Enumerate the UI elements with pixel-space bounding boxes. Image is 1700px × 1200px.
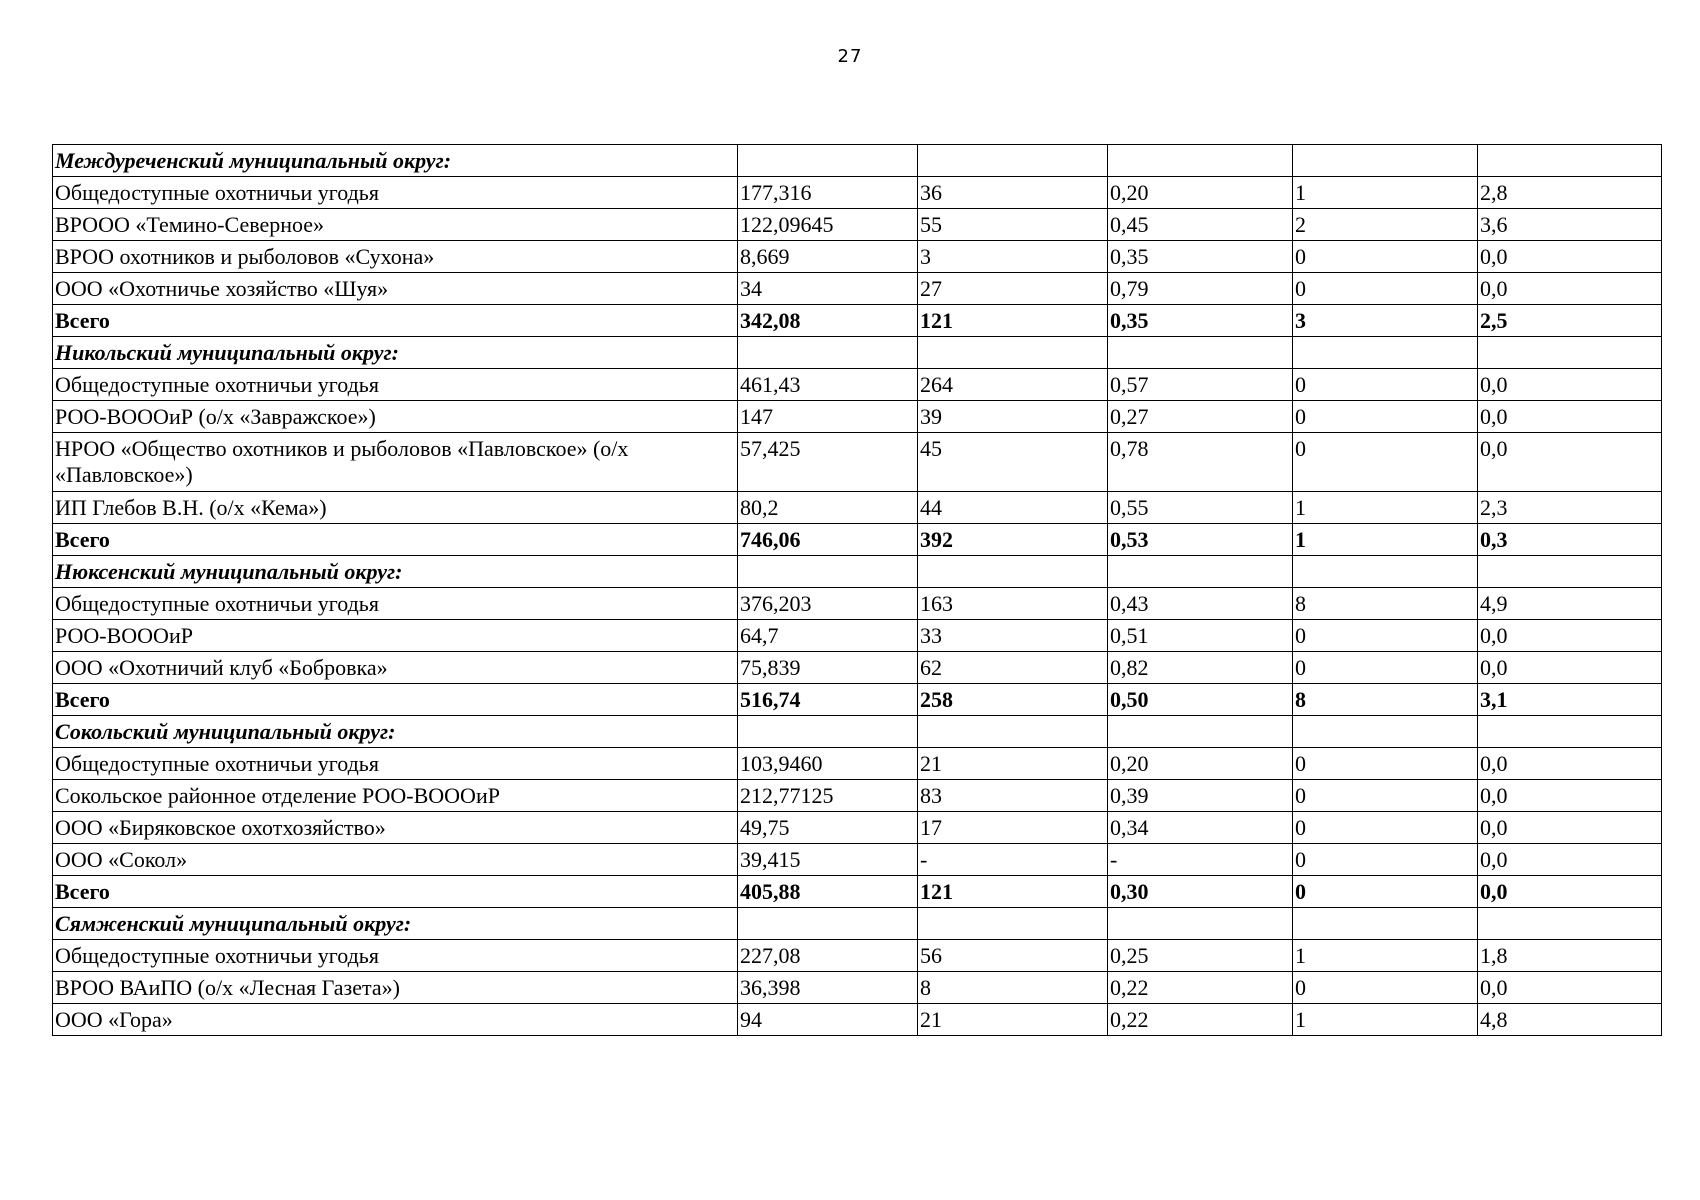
total-label: Всего (53, 684, 738, 716)
cell-percent: 0,0 (1478, 273, 1662, 305)
cell-density: 0,30 (1108, 876, 1293, 908)
cell-density: 0,78 (1108, 433, 1293, 492)
cell-density: 0,55 (1108, 492, 1293, 524)
cell-quantity: 1 (1293, 940, 1478, 972)
table-row (53, 273, 1662, 305)
table-row (53, 1004, 1662, 1036)
cell-quantity: 1 (1293, 1004, 1478, 1036)
cell-count: - (918, 844, 1108, 876)
cell-percent: 0,0 (1478, 620, 1662, 652)
cell-count: 392 (918, 524, 1108, 556)
total-row (53, 305, 1662, 337)
table-row (53, 241, 1662, 273)
district-heading: Сямженский муниципальный округ: (53, 908, 738, 940)
organization-name: Общедоступные охотничьи угодья (53, 177, 738, 209)
cell-density: 0,25 (1108, 940, 1293, 972)
cell-density: 0,22 (1108, 972, 1293, 1004)
cell-quantity: 8 (1293, 684, 1478, 716)
cell-quantity: 0 (1293, 780, 1478, 812)
cell-quantity: 0 (1293, 812, 1478, 844)
cell-count: 27 (918, 273, 1108, 305)
district-heading-row (53, 145, 1662, 177)
table-row (53, 401, 1662, 433)
cell-density: 0,34 (1108, 812, 1293, 844)
table-row (53, 492, 1662, 524)
cell-area: 94 (738, 1004, 918, 1036)
cell-quantity: 2 (1293, 209, 1478, 241)
district-heading: Никольский муниципальный округ: (53, 337, 738, 369)
total-row (53, 684, 1662, 716)
cell-count: 121 (918, 305, 1108, 337)
cell-count: 3 (918, 241, 1108, 273)
hunting-grounds-table (52, 144, 1662, 1036)
table-row (53, 177, 1662, 209)
cell-quantity: 0 (1293, 273, 1478, 305)
table-row (53, 209, 1662, 241)
total-label: Всего (53, 524, 738, 556)
cell-quantity: 0 (1293, 876, 1478, 908)
cell-density: 0,35 (1108, 305, 1293, 337)
cell-count: 258 (918, 684, 1108, 716)
district-heading-row (53, 556, 1662, 588)
district-heading: Нюксенский муниципальный округ: (53, 556, 738, 588)
cell-area: 122,09645 (738, 209, 918, 241)
district-heading-row (53, 908, 1662, 940)
cell-density: - (1108, 844, 1293, 876)
cell-area: 57,425 (738, 433, 918, 492)
table-row (53, 433, 1662, 492)
district-heading: Междуреченский муниципальный округ: (53, 145, 738, 177)
cell-density: 0,53 (1108, 524, 1293, 556)
total-label: Всего (53, 876, 738, 908)
cell-area: 147 (738, 401, 918, 433)
table-row (53, 940, 1662, 972)
cell-count: 45 (918, 433, 1108, 492)
cell-quantity: 0 (1293, 401, 1478, 433)
cell-count: 44 (918, 492, 1108, 524)
cell-quantity: 0 (1293, 241, 1478, 273)
cell-density: 0,39 (1108, 780, 1293, 812)
cell-quantity: 8 (1293, 588, 1478, 620)
cell-percent: 0,0 (1478, 433, 1662, 492)
cell-area: 39,415 (738, 844, 918, 876)
cell-quantity: 0 (1293, 433, 1478, 492)
cell-area: 49,75 (738, 812, 918, 844)
cell-quantity: 0 (1293, 369, 1478, 401)
organization-name: НРОО «Общество охотников и рыболовов «Павловское» (о/х «Павловское») (53, 433, 738, 492)
cell-area: 103,9460 (738, 748, 918, 780)
organization-name: Общедоступные охотничьи угодья (53, 748, 738, 780)
table-row (53, 652, 1662, 684)
cell-quantity: 1 (1293, 177, 1478, 209)
organization-name: ООО «Сокол» (53, 844, 738, 876)
cell-area: 227,08 (738, 940, 918, 972)
cell-percent: 1,8 (1478, 940, 1662, 972)
table-row (53, 588, 1662, 620)
organization-name: ВРОО ВАиПО (о/х «Лесная Газета») (53, 972, 738, 1004)
cell-density: 0,51 (1108, 620, 1293, 652)
table-row (53, 748, 1662, 780)
cell-density: 0,45 (1108, 209, 1293, 241)
total-label: Всего (53, 305, 738, 337)
cell-percent: 3,1 (1478, 684, 1662, 716)
cell-count: 55 (918, 209, 1108, 241)
cell-percent: 0,0 (1478, 652, 1662, 684)
cell-count: 8 (918, 972, 1108, 1004)
cell-area: 405,88 (738, 876, 918, 908)
cell-density: 0,35 (1108, 241, 1293, 273)
cell-area: 75,839 (738, 652, 918, 684)
table-row (53, 369, 1662, 401)
cell-count: 33 (918, 620, 1108, 652)
table-row (53, 812, 1662, 844)
organization-name: ИП Глебов В.Н. (о/х «Кема») (53, 492, 738, 524)
organization-name: Общедоступные охотничьи угодья (53, 940, 738, 972)
cell-quantity: 0 (1293, 748, 1478, 780)
cell-area: 34 (738, 273, 918, 305)
cell-percent: 0,0 (1478, 844, 1662, 876)
cell-density: 0,50 (1108, 684, 1293, 716)
cell-area: 36,398 (738, 972, 918, 1004)
cell-density: 0,27 (1108, 401, 1293, 433)
cell-area: 64,7 (738, 620, 918, 652)
cell-area: 376,203 (738, 588, 918, 620)
cell-density: 0,22 (1108, 1004, 1293, 1036)
cell-percent: 4,9 (1478, 588, 1662, 620)
organization-name: Общедоступные охотничьи угодья (53, 369, 738, 401)
table-row (53, 620, 1662, 652)
cell-count: 21 (918, 748, 1108, 780)
cell-count: 17 (918, 812, 1108, 844)
cell-count: 264 (918, 369, 1108, 401)
cell-quantity: 0 (1293, 620, 1478, 652)
cell-count: 21 (918, 1004, 1108, 1036)
cell-density: 0,57 (1108, 369, 1293, 401)
cell-quantity: 0 (1293, 972, 1478, 1004)
cell-count: 56 (918, 940, 1108, 972)
organization-name: Сокольское районное отделение РОО-ВОООиР (53, 780, 738, 812)
cell-density: 0,20 (1108, 748, 1293, 780)
district-heading-row (53, 716, 1662, 748)
cell-area: 80,2 (738, 492, 918, 524)
cell-quantity: 0 (1293, 844, 1478, 876)
total-row (53, 524, 1662, 556)
table-row (53, 780, 1662, 812)
cell-area: 8,669 (738, 241, 918, 273)
organization-name: ООО «Гора» (53, 1004, 738, 1036)
cell-count: 39 (918, 401, 1108, 433)
cell-count: 62 (918, 652, 1108, 684)
organization-name: РОО-ВОООиР (о/х «Завражское») (53, 401, 738, 433)
district-heading-row (53, 337, 1662, 369)
organization-name: ООО «Охотничье хозяйство «Шуя» (53, 273, 738, 305)
cell-count: 36 (918, 177, 1108, 209)
cell-percent: 0,0 (1478, 812, 1662, 844)
organization-name: ООО «Охотничий клуб «Бобровка» (53, 652, 738, 684)
cell-percent: 0,0 (1478, 780, 1662, 812)
cell-percent: 0,0 (1478, 748, 1662, 780)
organization-name: ВРООО «Темино-Северное» (53, 209, 738, 241)
cell-density: 0,79 (1108, 273, 1293, 305)
cell-count: 163 (918, 588, 1108, 620)
cell-percent: 0,3 (1478, 524, 1662, 556)
cell-count: 121 (918, 876, 1108, 908)
cell-percent: 0,0 (1478, 972, 1662, 1004)
cell-quantity: 3 (1293, 305, 1478, 337)
cell-density: 0,82 (1108, 652, 1293, 684)
organization-name: РОО-ВОООиР (53, 620, 738, 652)
table-row (53, 844, 1662, 876)
cell-area: 516,74 (738, 684, 918, 716)
total-row (53, 876, 1662, 908)
cell-percent: 3,6 (1478, 209, 1662, 241)
cell-area: 461,43 (738, 369, 918, 401)
cell-count: 83 (918, 780, 1108, 812)
page-number: 27 (837, 46, 863, 67)
cell-area: 342,08 (738, 305, 918, 337)
cell-quantity: 1 (1293, 524, 1478, 556)
organization-name: Общедоступные охотничьи угодья (53, 588, 738, 620)
cell-percent: 2,3 (1478, 492, 1662, 524)
cell-percent: 0,0 (1478, 369, 1662, 401)
cell-density: 0,43 (1108, 588, 1293, 620)
organization-name: ООО «Биряковское охотхозяйство» (53, 812, 738, 844)
cell-percent: 0,0 (1478, 876, 1662, 908)
cell-percent: 4,8 (1478, 1004, 1662, 1036)
cell-quantity: 1 (1293, 492, 1478, 524)
table-row (53, 972, 1662, 1004)
cell-area: 212,77125 (738, 780, 918, 812)
cell-area: 746,06 (738, 524, 918, 556)
cell-percent: 0,0 (1478, 241, 1662, 273)
cell-density: 0,20 (1108, 177, 1293, 209)
cell-quantity: 0 (1293, 652, 1478, 684)
cell-area: 177,316 (738, 177, 918, 209)
cell-percent: 2,8 (1478, 177, 1662, 209)
organization-name: ВРОО охотников и рыболовов «Сухона» (53, 241, 738, 273)
cell-percent: 0,0 (1478, 401, 1662, 433)
district-heading: Сокольский муниципальный округ: (53, 716, 738, 748)
cell-percent: 2,5 (1478, 305, 1662, 337)
